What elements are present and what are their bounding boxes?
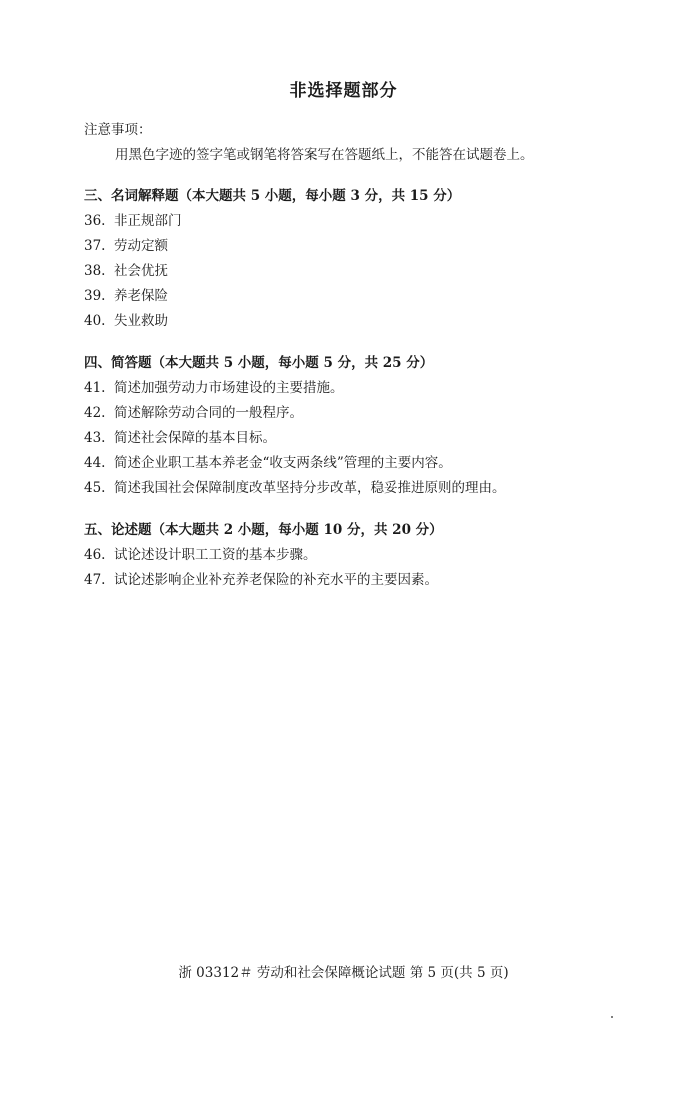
question-item	[84, 476, 506, 496]
question-item	[84, 401, 303, 421]
question-text: 社会优抚	[114, 263, 168, 279]
question-text: 非正规部门	[114, 213, 182, 229]
question-text: 试论述影响企业补充养老保险的补充水平的主要因素。	[114, 572, 438, 588]
question-item	[84, 568, 438, 588]
section-header-essay: 五、论述题（本大题共 2 小题，每小题 10 分，共 20 分）	[84, 522, 443, 538]
question-text: 试论述设计职工工资的基本步骤。	[114, 547, 317, 563]
question-text: 简述我国社会保障制度改革坚持分步改革，稳妥推进原则的理由。	[114, 480, 506, 496]
page-title: 非选择题部分	[289, 81, 398, 101]
question-text: 失业救助	[114, 313, 168, 329]
question-number: 37.	[84, 238, 106, 254]
scan-speck	[611, 1016, 613, 1018]
page-footer: 浙 03312＃ 劳动和社会保障概论试题 第 5 页(共 5 页)	[178, 965, 509, 981]
question-text: 简述企业职工基本养老金“收支两条线”管理的主要内容。	[114, 455, 452, 471]
question-item	[84, 209, 182, 229]
question-text: 简述解除劳动合同的一般程序。	[114, 405, 303, 421]
question-number: 41.	[84, 380, 106, 396]
question-text: 简述社会保障的基本目标。	[114, 430, 276, 446]
question-item	[84, 259, 168, 279]
question-number: 38.	[84, 263, 106, 279]
question-text: 简述加强劳动力市场建设的主要措施。	[114, 380, 344, 396]
section-header-terms: 三、名词解释题（本大题共 5 小题，每小题 3 分，共 15 分）	[84, 188, 461, 204]
question-number: 45.	[84, 480, 106, 496]
question-item	[84, 284, 168, 304]
question-item	[84, 451, 452, 471]
question-number: 43.	[84, 430, 106, 446]
question-number: 39.	[84, 288, 106, 304]
question-item	[84, 234, 168, 254]
section-header-short-answer: 四、简答题（本大题共 5 小题，每小题 5 分，共 25 分）	[84, 355, 434, 371]
question-text: 劳动定额	[114, 238, 168, 254]
question-number: 47.	[84, 572, 106, 588]
question-number: 46.	[84, 547, 106, 563]
question-item	[84, 309, 168, 329]
question-text: 养老保险	[114, 288, 168, 304]
question-number: 44.	[84, 455, 106, 471]
notice-label: 注意事项：	[84, 122, 152, 138]
question-item	[84, 376, 344, 396]
question-item	[84, 543, 317, 563]
question-item	[84, 426, 276, 446]
notice-text: 用黑色字迹的签字笔或钢笔将答案写在答题纸上，不能答在试题卷上。	[115, 147, 534, 163]
question-number: 36.	[84, 213, 106, 229]
question-number: 42.	[84, 405, 106, 421]
question-number: 40.	[84, 313, 106, 329]
